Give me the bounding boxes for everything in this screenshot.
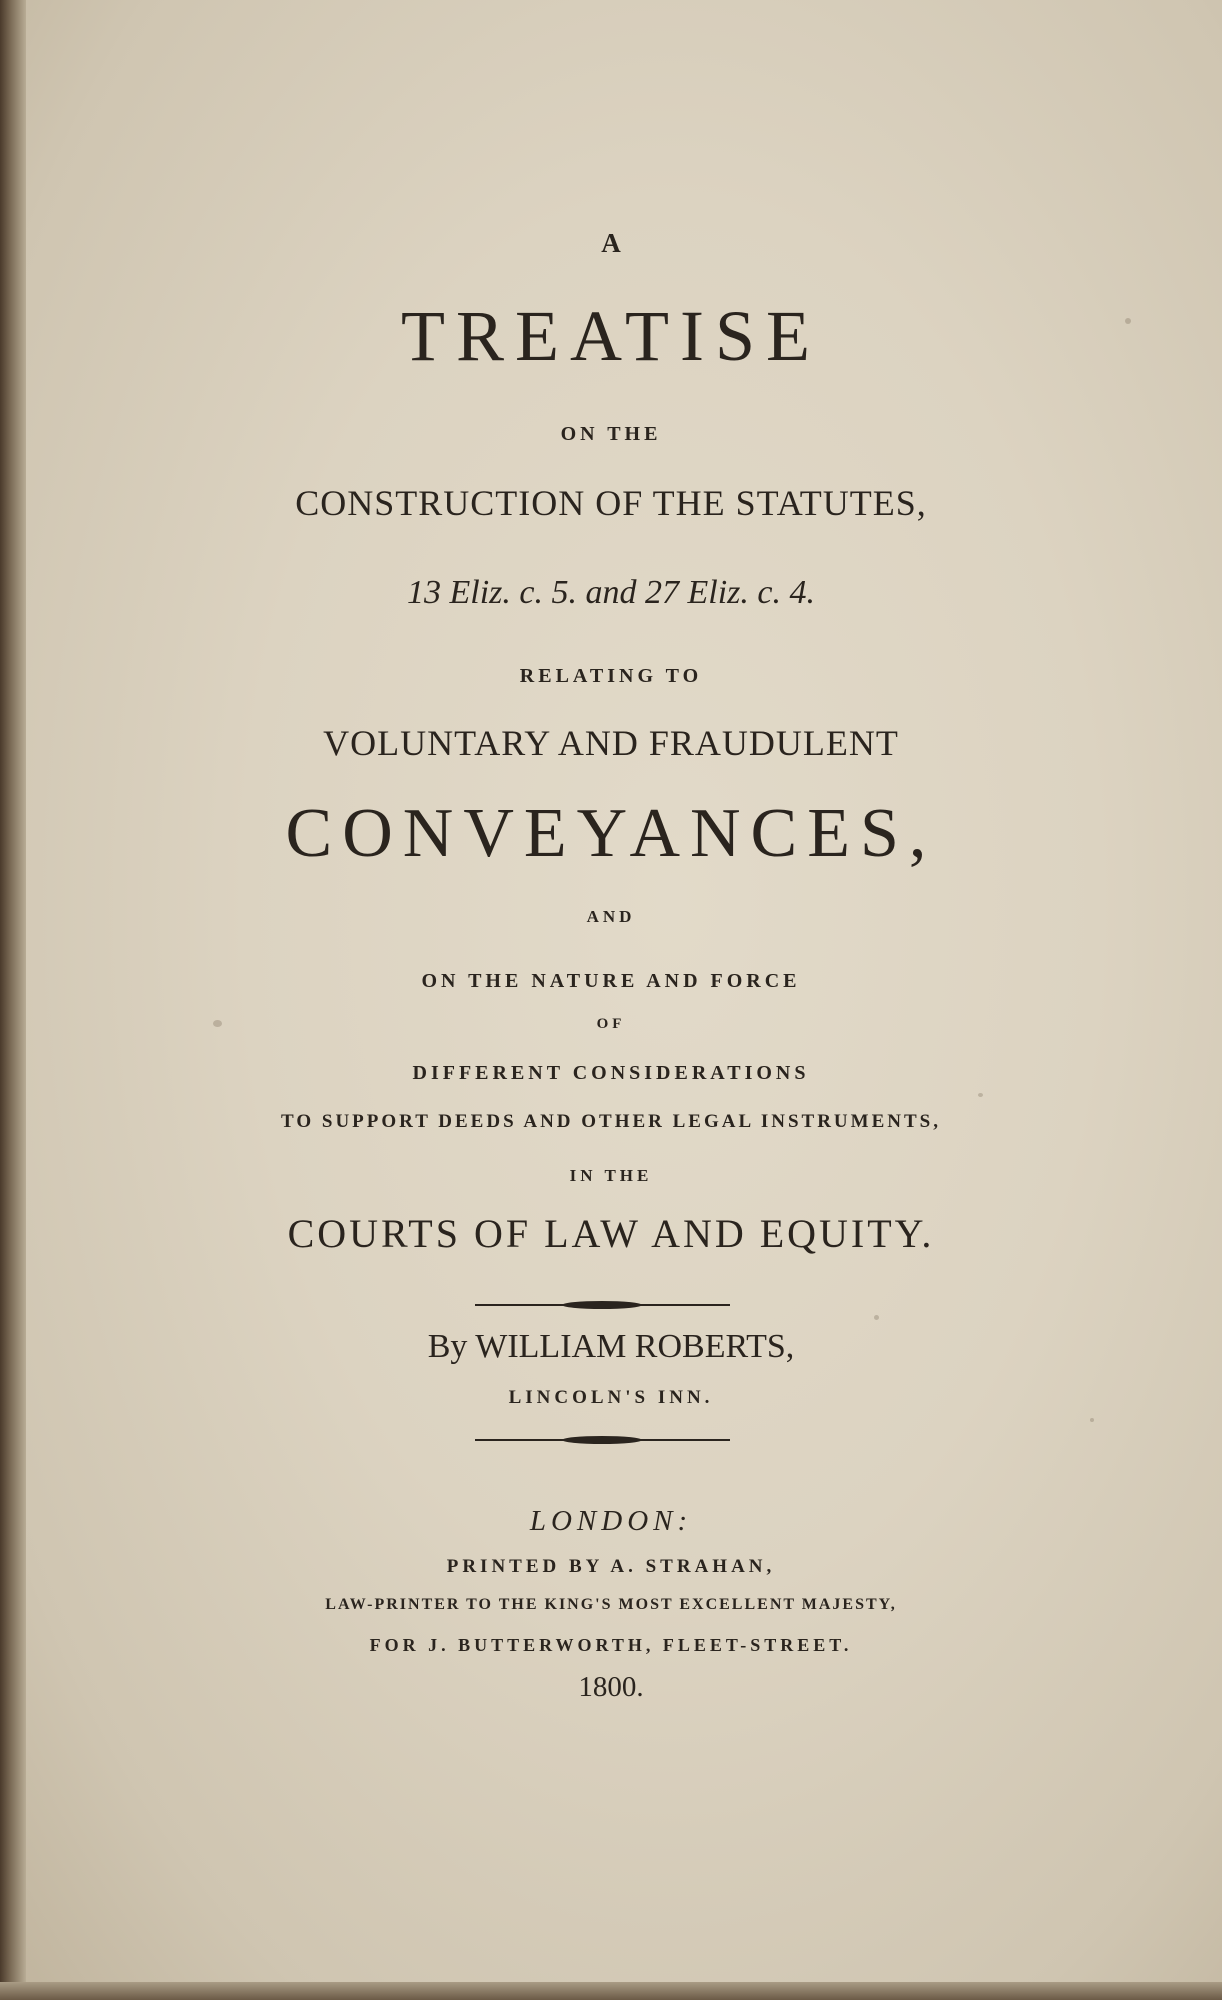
page-bottom-edge	[0, 1982, 1222, 2000]
and-line: AND	[586, 907, 636, 926]
on-the-line: ON THE	[560, 423, 662, 445]
ornamental-rule	[475, 1435, 730, 1445]
foxing-spot	[978, 1093, 983, 1097]
foxing-spot	[874, 1315, 879, 1320]
relating-to-line: RELATING TO	[519, 665, 703, 687]
construction-line: CONSTRUCTION OF THE STATUTES,	[295, 483, 927, 523]
different-line: DIFFERENT CONSIDERATIONS	[412, 1062, 810, 1084]
nature-force-line: ON THE NATURE AND FORCE	[421, 970, 801, 992]
conveyances-heading: CONVEYANCES,	[285, 795, 937, 872]
year-line: 1800.	[578, 1671, 644, 1703]
of-line: OF	[596, 1016, 626, 1032]
statutes-reference: 13 Eliz. c. 5. and 27 Eliz. c. 4.	[407, 574, 815, 611]
main-title: TREATISE	[401, 296, 821, 376]
in-the-line: IN THE	[569, 1166, 653, 1185]
publisher-line: FOR J. BUTTERWORTH, FLEET-STREET.	[369, 1635, 853, 1655]
title-article: A	[601, 228, 621, 258]
voluntary-line: VOLUNTARY AND FRAUDULENT	[323, 723, 899, 763]
printed-by-line: PRINTED BY A. STRAHAN,	[446, 1556, 776, 1577]
author-line: By WILLIAM ROBERTS,	[427, 1328, 795, 1365]
author-affiliation: LINCOLN'S INN.	[508, 1387, 714, 1408]
law-printer-line: LAW-PRINTER TO THE KING'S MOST EXCELLENT MAJESTY,	[325, 1596, 897, 1613]
support-line: TO SUPPORT DEEDS AND OTHER LEGAL INSTRUMENTS,	[281, 1111, 941, 1132]
ornamental-rule	[475, 1300, 730, 1310]
foxing-spot	[1090, 1418, 1094, 1422]
courts-line: COURTS OF LAW AND EQUITY.	[287, 1211, 935, 1256]
place-line: LONDON:	[529, 1505, 693, 1537]
